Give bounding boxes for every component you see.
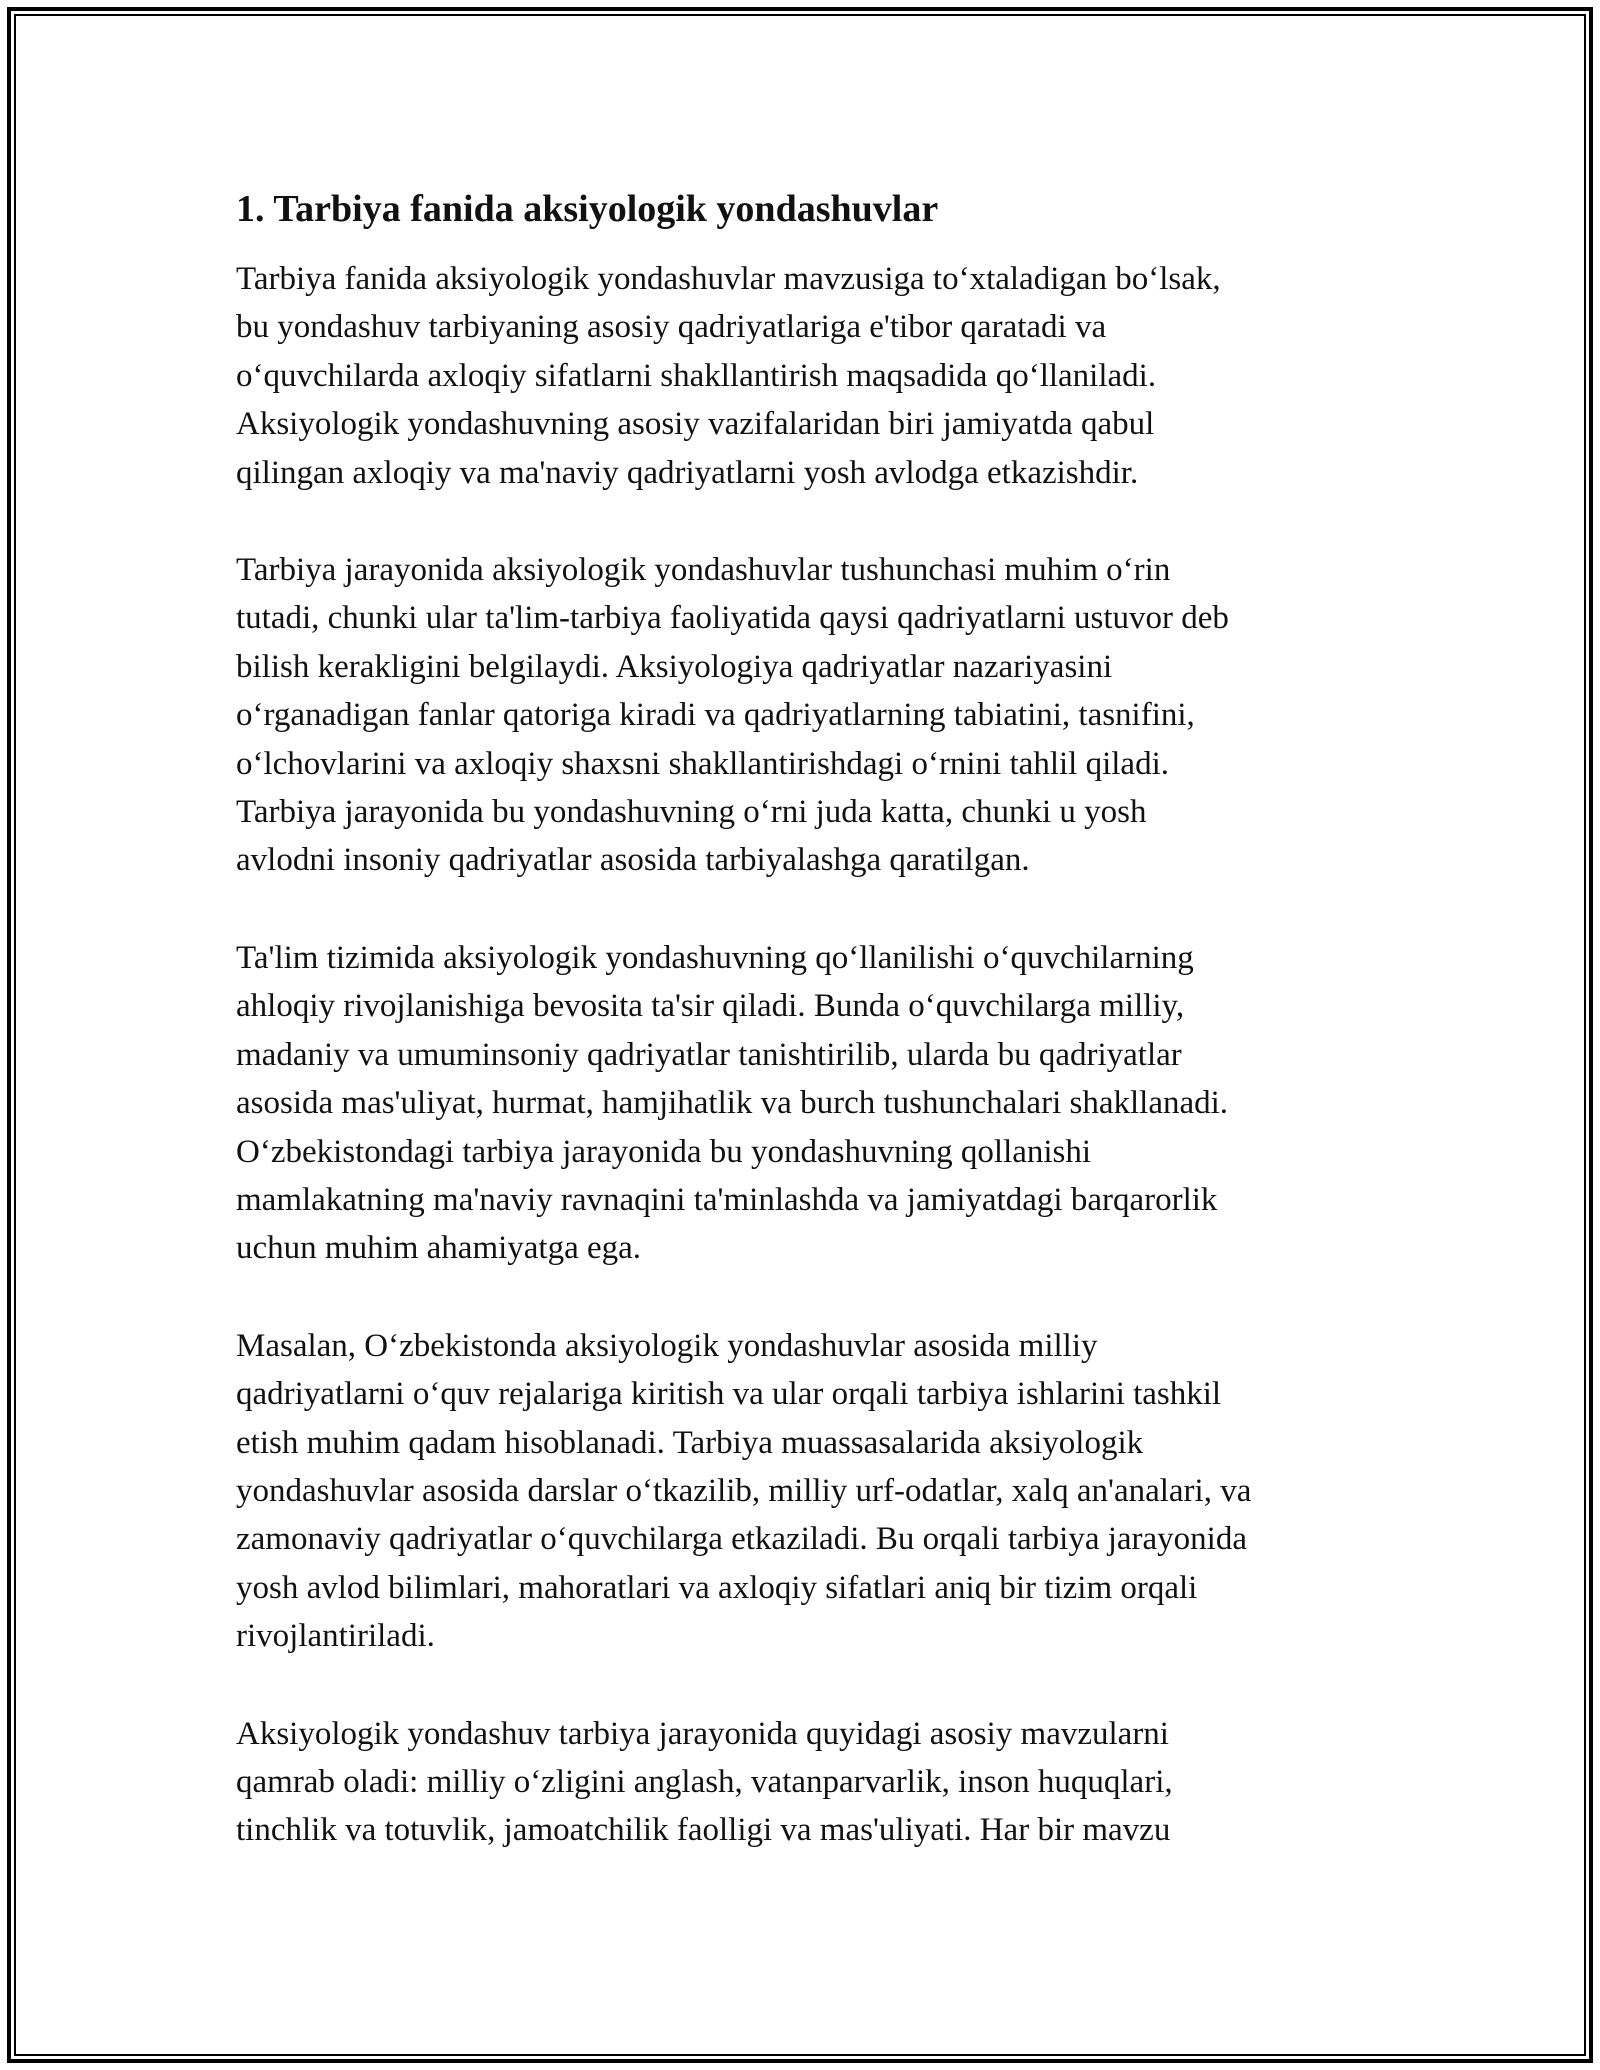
paragraph-line: Aksiyologik yondashuvning asosiy vazifalaridan biri jamiyatda qabul [236, 406, 1155, 443]
paragraph-line: Tarbiya jarayonida bu yondashuvning o‘rni juda katta, chunki u yosh [236, 794, 1147, 831]
paragraph-1 [236, 255, 1376, 497]
document-body [236, 185, 1376, 1904]
paragraph-line: asosida mas'uliyat, hurmat, hamjihatlik va burch tushunchalari shakllanadi. [236, 1085, 1229, 1122]
paragraph-line: tutadi, chunki ular ta'lim-tarbiya faoliyatida qaysi qadriyatlarni ustuvor deb [236, 600, 1229, 637]
paragraph-line: Ta'lim tizimida aksiyologik yondashuvning qo‘llanilishi o‘quvchilarning [236, 939, 1194, 976]
paragraph-line: avlodni insoniy qadriyatlar asosida tarbiyalashga qaratilgan. [236, 842, 1030, 879]
paragraph-line: o‘rganadigan fanlar qatoriga kiradi va qadriyatlarning tabiatini, tasnifini, [236, 697, 1195, 734]
paragraph-line: o‘lchovlarini va axloqiy shaxsni shakllantirishdagi o‘rnini tahlil qiladi. [236, 745, 1169, 782]
paragraph-line: uchun muhim ahamiyatga ega. [236, 1230, 642, 1267]
paragraph-line: bilish kerakligini belgilaydi. Aksiyologiya qadriyatlar nazariyasini [236, 648, 1113, 685]
paragraph-3 [236, 934, 1376, 1273]
paragraph-line: Masalan, O‘zbekistonda aksiyologik yondashuvlar asosida milliy [236, 1327, 1098, 1364]
paragraph-line: tinchlik va totuvlik, jamoatchilik faolligi va mas'uliyati. Har bir mavzu [236, 1812, 1171, 1849]
paragraph-line: qadriyatlarni o‘quv rejalariga kiritish va ular orqali tarbiya ishlarini tashkil [236, 1376, 1222, 1413]
paragraph-line: ahloqiy rivojlanishiga bevosita ta'sir qiladi. Bunda o‘quvchilarga milliy, [236, 988, 1185, 1025]
paragraph-line: zamonaviy qadriyatlar o‘quvchilarga etkaziladi. Bu orqali tarbiya jarayonida [236, 1521, 1247, 1558]
paragraph-line: Aksiyologik yondashuv tarbiya jarayonida quyidagi asosiy mavzularni [236, 1715, 1169, 1752]
paragraph-line: rivojlantiriladi. [236, 1618, 435, 1655]
paragraph-line: yondashuvlar asosida darslar o‘tkazilib, milliy urf-odatlar, xalq an'analari, va [236, 1472, 1252, 1509]
paragraph-line: madaniy va umuminsoniy qadriyatlar tanishtirilib, ularda bu qadriyatlar [236, 1036, 1182, 1073]
document-heading: 1. Tarbiya fanida aksiyologik yondashuvlar [236, 188, 939, 230]
paragraph-4 [236, 1322, 1376, 1661]
paragraph-line: qilingan axloqiy va ma'naviy qadriyatlarni yosh avlodga etkazishdir. [236, 454, 1139, 491]
paragraph-line: O‘zbekistondagi tarbiya jarayonida bu yondashuvning qollanishi [236, 1133, 1092, 1170]
paragraph-line: Tarbiya jarayonida aksiyologik yondashuvlar tushunchasi muhim o‘rin [236, 552, 1171, 589]
paragraph-line: yosh avlod bilimlari, mahoratlari va axloqiy sifatlari aniq bir tizim orqali [236, 1569, 1198, 1606]
paragraph-line: bu yondashuv tarbiyaning asosiy qadriyatlariga e'tibor qaratadi va [236, 309, 1107, 346]
paragraph-line: Tarbiya fanida aksiyologik yondashuvlar mavzusiga to‘xtaladigan bo‘lsak, [236, 261, 1221, 297]
paragraph-line: mamlakatning ma'naviy ravnaqini ta'minlashda va jamiyatdagi barqarorlik [236, 1181, 1218, 1218]
paragraph-2 [236, 546, 1376, 885]
paragraph-5 [236, 1710, 1376, 1855]
paragraph-line: o‘quvchilarda axloqiy sifatlarni shakllantirish maqsadida qo‘llaniladi. [236, 357, 1157, 394]
paragraph-line: qamrab oladi: milliy o‘zligini anglash, vatanparvarlik, inson huquqlari, [236, 1763, 1173, 1800]
paragraph-line: etish muhim qadam hisoblanadi. Tarbiya muassasalarida aksiyologik [236, 1424, 1144, 1461]
